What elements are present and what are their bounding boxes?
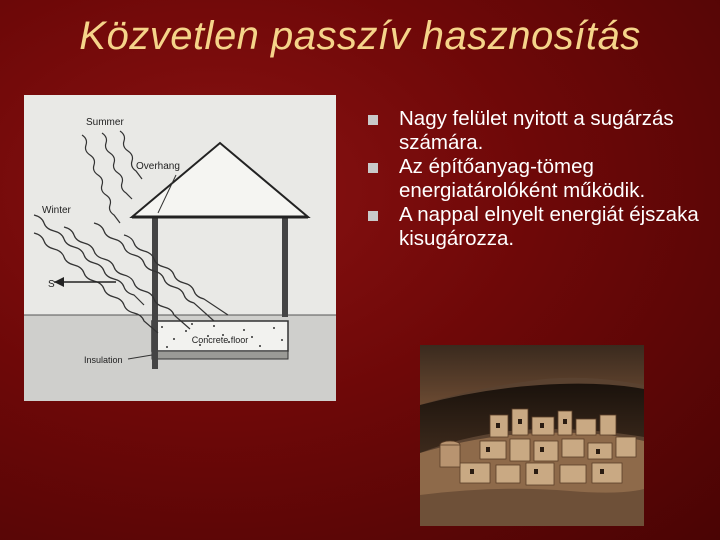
bullet-item: [368, 107, 708, 155]
floor-label: Concrete floor: [191, 335, 249, 345]
bullet-text: A nappal elnyelt energiát éjszaka kisugározza.: [399, 203, 699, 250]
insulation-layer: [152, 351, 288, 359]
bullet-marker: [368, 163, 378, 173]
round-tower: [440, 441, 460, 467]
overhang-label: Overhang: [136, 161, 180, 172]
roof: [132, 143, 308, 217]
bullet-list: [368, 107, 708, 251]
slide-title: Közvetlen passzív hasznosítás: [79, 14, 641, 58]
bullet-marker: [368, 115, 378, 125]
cliff-dwelling-photo: [420, 345, 644, 526]
bullet-text: Az építőanyag-tömeg energiatárolóként működik.: [399, 155, 646, 202]
bullet-marker: [368, 211, 378, 221]
bullet-text: Nagy felület nyitott a sugárzás számára.: [399, 107, 674, 154]
summer-label: Summer: [86, 117, 124, 128]
bullet-item: [368, 155, 708, 203]
insulation-label: Insulation: [84, 355, 123, 365]
south-label: S: [48, 279, 55, 290]
rubble: [420, 489, 644, 526]
left-post: [152, 217, 158, 369]
right-post: [282, 217, 288, 317]
passive-solar-diagram: [24, 95, 336, 401]
winter-label: Winter: [42, 205, 71, 216]
south-arrowhead: [54, 277, 64, 287]
bullet-item: [368, 203, 708, 251]
